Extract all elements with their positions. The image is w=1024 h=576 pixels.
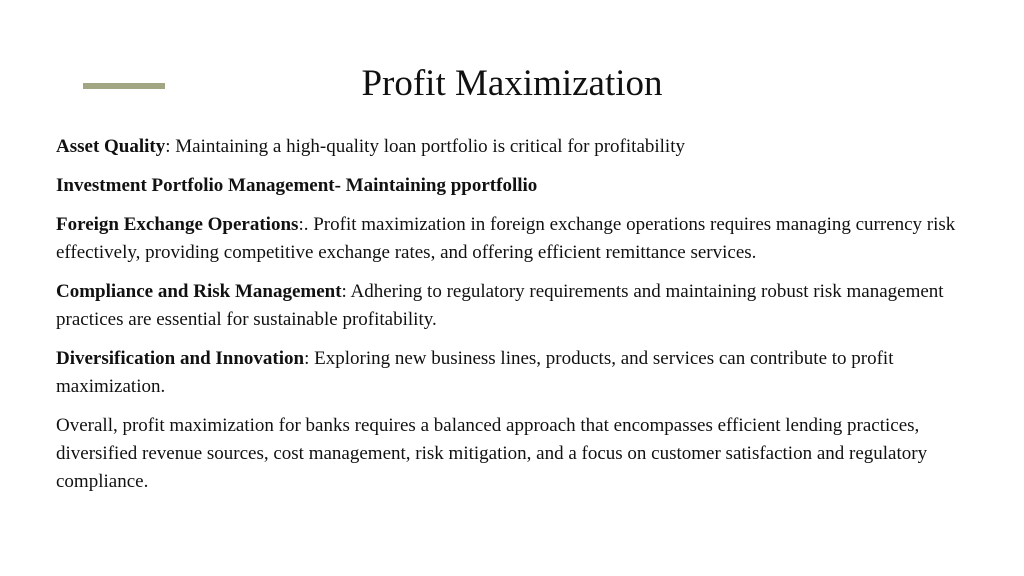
paragraph-text: : Maintaining a high-quality loan portfolio is critical for profitability: [165, 136, 685, 157]
paragraph-text: Overall, profit maximization for banks requires a balanced approach that encompasses efficient lending practices, diversified revenue sources, cost management, risk mitigation, and a focus on customer satisfaction and regulatory compliance.: [56, 415, 928, 492]
paragraph-asset-quality: [56, 133, 956, 161]
paragraph-investment-portfolio: [56, 172, 956, 200]
paragraph-heading: Investment Portfolio Management- Maintaining pportfollio: [56, 175, 538, 196]
paragraph-diversification: [56, 345, 956, 401]
slide-body: [56, 133, 956, 507]
paragraph-text: : Exploring new business lines, products, and services can contribute to profit maximization.: [56, 348, 894, 397]
paragraph-text: : Adhering to regulatory requirements and maintaining robust risk management practices are essential for sustainable profitability.: [56, 281, 944, 330]
slide-title: Profit Maximization: [361, 63, 663, 104]
paragraph-text: :. Profit maximization in foreign exchange operations requires managing currency risk effectively, providing competitive exchange rates, and offering efficient remittance services.: [56, 214, 956, 263]
paragraph-heading: Foreign Exchange Operations: [56, 214, 299, 235]
paragraph-compliance-risk: [56, 278, 956, 334]
paragraph-heading: Diversification and Innovation: [56, 348, 305, 369]
paragraph-heading: Asset Quality: [56, 136, 166, 157]
paragraph-heading: Compliance and Risk Management: [56, 281, 342, 302]
paragraph-overall: [56, 412, 956, 496]
paragraph-foreign-exchange: [56, 211, 956, 267]
